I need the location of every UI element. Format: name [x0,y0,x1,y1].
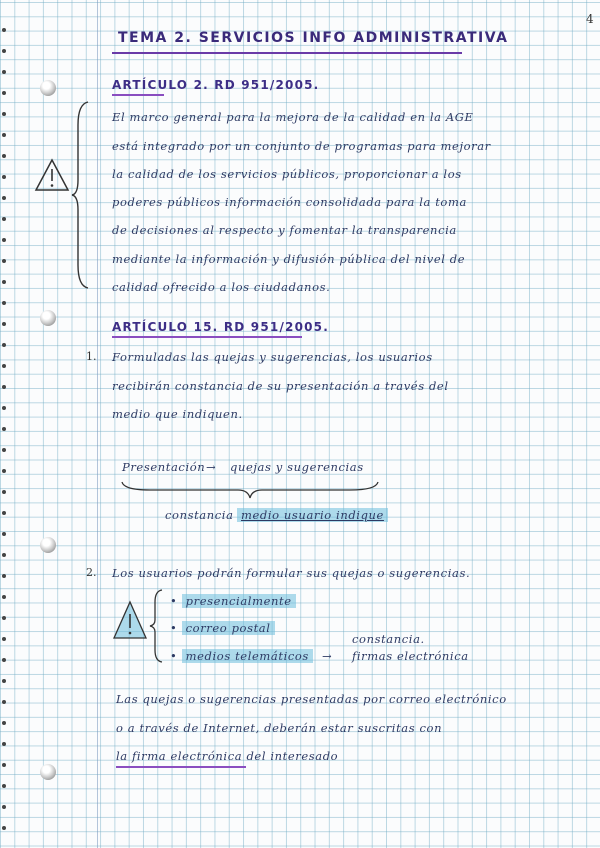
closing-line-3: la firma electrónica del interesado [116,749,339,763]
section2-heading: ARTÍCULO 15. RD 951/2005. [112,320,329,334]
punch-hole [2,595,6,599]
page-title: TEMA 2. SERVICIOS INFO ADMINISTRATIVA [118,30,509,46]
closing-line-2: o a través de Internet, deberán estar suscritas con [116,721,443,735]
diagram-medio-usuario-text: medio usuario indique [237,508,388,522]
punch-holes [0,0,10,848]
punch-hole [2,658,6,662]
punch-hole [2,280,6,284]
punch-hole [2,49,6,53]
binder-ring-icon [40,310,56,326]
note-constancia: constancia. [352,632,425,646]
page-number: 4 [586,12,594,26]
punch-hole [2,196,6,200]
brace-icon [70,100,92,290]
punch-hole [2,469,6,473]
binder-ring-icon [40,764,56,780]
punch-hole [2,574,6,578]
punch-hole [2,343,6,347]
bullet-correo: • correo postal [170,621,275,635]
punch-hole [2,721,6,725]
diagram-presentacion: Presentación [122,460,206,474]
punch-hole [2,385,6,389]
punch-hole [2,112,6,116]
bullet-telematicos: • medios telemáticos [170,649,313,663]
item2-number: 2. [86,566,97,579]
brace-icon [148,588,166,664]
diagram-arrow: → [206,460,217,474]
s1-line-1: El marco general para la mejora de la calidad en la AGE [112,110,474,124]
punch-hole [2,175,6,179]
punch-hole [2,700,6,704]
punch-hole [2,742,6,746]
diagram-medio-usuario [237,508,388,522]
s1-line-2: está integrado por un conjunto de programas para mejorar [112,139,491,153]
bullet-telematicos-text: medios telemáticos [182,649,313,663]
punch-hole [2,679,6,683]
punch-hole [2,511,6,515]
bullet-presencial-text: presencialmente [182,594,296,608]
item1-line-2: recibirán constancia de su presentación a través del [112,379,449,393]
punch-hole [2,154,6,158]
punch-hole [2,70,6,74]
bullet-presencial: • presencialmente [170,594,296,608]
s1-line-3: la calidad de los servicios públicos, proporcionar a los [112,167,462,181]
item1-line-3: medio que indiquen. [112,407,243,421]
punch-hole [2,28,6,32]
s1-line-4: poderes públicos información consolidada para la toma [112,195,467,209]
section1-heading-underline [112,94,164,96]
punch-hole [2,448,6,452]
title-underline [112,52,462,54]
bullet-arrow: → [322,649,333,663]
bullet-correo-text: correo postal [182,621,275,635]
firma-underline [116,766,246,768]
warning-triangle-icon [112,600,148,640]
punch-hole [2,784,6,788]
punch-hole [2,91,6,95]
punch-hole [2,364,6,368]
punch-hole [2,616,6,620]
item1-line-1: Formuladas las quejas y sugerencias, los usuarios [112,350,433,364]
s1-line-6: mediante la información y difusión pública del nivel de [112,252,466,266]
punch-hole [2,217,6,221]
punch-hole [2,553,6,557]
punch-hole [2,238,6,242]
item2-intro: Los usuarios podrán formular sus quejas o sugerencias. [112,566,471,580]
horizontal-brace-icon [120,478,380,500]
punch-hole [2,427,6,431]
diagram-constancia: constancia [165,508,234,522]
section2-heading-underline [112,336,302,338]
closing-line-1: Las quejas o sugerencias presentadas por correo electrónico [116,692,507,706]
punch-hole [2,805,6,809]
punch-hole [2,322,6,326]
binder-ring-icon [40,80,56,96]
punch-hole [2,637,6,641]
punch-hole [2,763,6,767]
s1-line-5: de decisiones al respecto y fomentar la transparencia [112,223,457,237]
punch-hole [2,301,6,305]
item1-number: 1. [86,350,97,363]
punch-hole [2,532,6,536]
punch-hole [2,406,6,410]
punch-hole [2,133,6,137]
punch-hole [2,259,6,263]
warning-triangle-icon [34,158,70,192]
section1-heading: ARTÍCULO 2. RD 951/2005. [112,78,320,92]
diagram-quejas: quejas y sugerencias [230,460,364,474]
punch-hole [2,490,6,494]
note-firmas: firmas electrónica [352,649,469,663]
binder-ring-icon [40,537,56,553]
s1-line-7: calidad ofrecido a los ciudadanos. [112,280,331,294]
margin-line [97,0,98,848]
punch-hole [2,826,6,830]
